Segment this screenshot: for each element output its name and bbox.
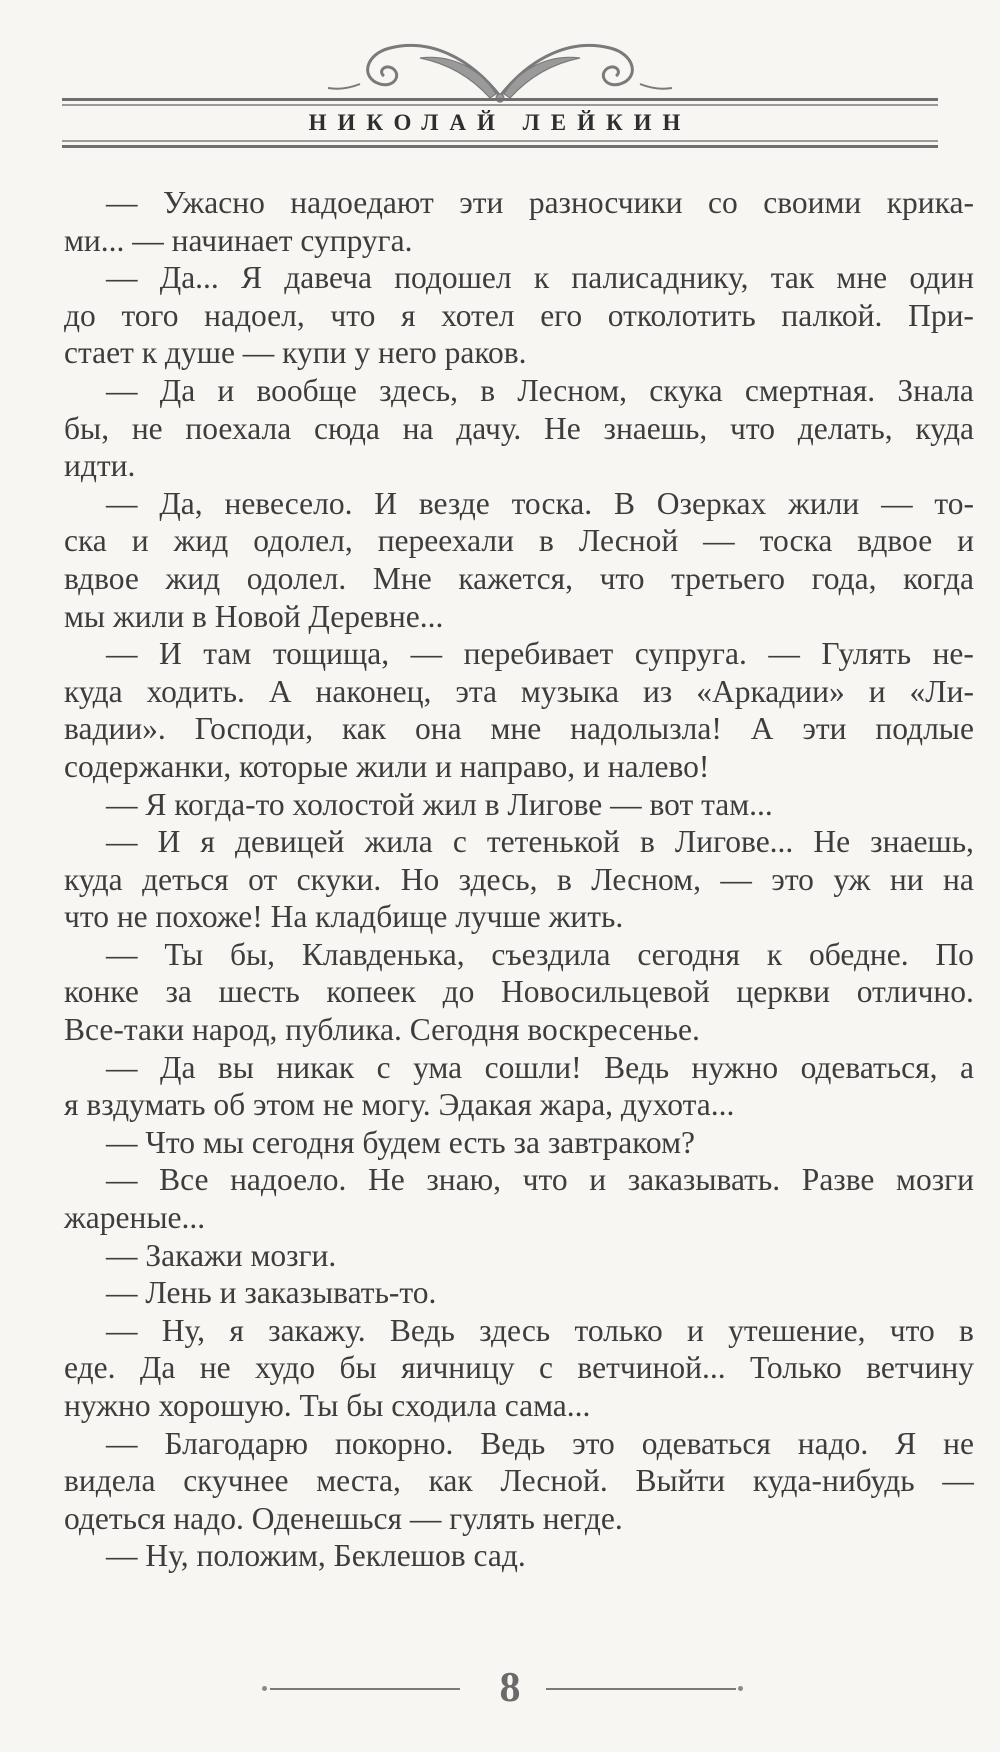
text-line: — Лень и заказывать-то. [106, 1275, 437, 1311]
header-rule-bottom [62, 145, 938, 148]
text-line: — Закажи мозги. [106, 1237, 337, 1273]
text-line: стает к душе — купи у него раков. [64, 335, 527, 371]
footer-dot-left [262, 1686, 267, 1691]
page-footer [0, 1660, 1000, 1710]
text-line: — Да и вообще здесь, в Лесном, скука смертная. Знала [106, 372, 974, 408]
text-line: ми... — начинает супруга. [64, 222, 413, 258]
text-line: — Благодарю покорно. Ведь это одеваться надо. Я не [106, 1425, 974, 1461]
text-line: видела скучнее места, как Лесной. Выйти куда-нибудь — [64, 1463, 974, 1499]
text-line: до того надоел, что я хотел его отколотить палкой. При- [64, 297, 974, 333]
text-line: — И я девицей жила с тетенькой в Лигове... Не знаешь, [106, 824, 974, 860]
footer-dot-right [738, 1686, 743, 1691]
footer-rule-right [546, 1688, 736, 1690]
text-line: — Ну, положим, Беклешов сад. [106, 1538, 526, 1574]
text-line: вадии». Господи, как она мне надолызла! А эти подлые [64, 711, 974, 747]
text-line: мы жили в Новой Деревне... [64, 598, 444, 634]
text-line: — Все надоело. Не знаю, что и заказывать. Разве мозги [106, 1162, 974, 1198]
text-line: — Я когда-то холостой жил в Лигове — вот там... [106, 786, 773, 822]
text-line: Все-таки народ, публика. Сегодня воскресенье. [64, 1012, 700, 1048]
text-line: бы, не поехала сюда на дачу. Не знаешь, что делать, куда [64, 410, 974, 446]
text-line: — Что мы сегодня будем есть за завтраком? [106, 1124, 695, 1160]
running-header-author: НИКОЛАЙ ЛЕЙКИН [308, 110, 692, 135]
header-rule-top [62, 98, 938, 101]
text-line: одеться надо. Оденешься — гулять негде. [64, 1500, 623, 1536]
text-line: — Ужасно надоедают эти разносчики со своими крика- [106, 185, 974, 220]
floral-scroll-ornament-icon [320, 18, 680, 118]
text-line: я вздумать об этом не могу. Эдакая жара, духота... [64, 1087, 735, 1123]
text-line: куда ходить. А наконец, эта музыка из «Аркадии» и «Ли- [64, 673, 974, 709]
text-line: — Да вы никак с ума сошли! Ведь нужно одеваться, а [106, 1049, 974, 1085]
text-line: — Да... Я давеча подошел к палисаднику, так мне один [106, 260, 974, 296]
text-line: идти. [64, 448, 136, 484]
footer-rule-left [270, 1688, 460, 1690]
text-line: — И там тощища, — перебивает супруга. — Гулять не- [106, 636, 974, 672]
text-line: содержанки, которые жили и направо, и налево! [64, 748, 710, 784]
header-rule-bottom-thin [62, 140, 938, 142]
header-rule-top-thin [62, 104, 938, 106]
text-line: — Да, невесело. И везде тоска. В Озерках жили — то- [106, 485, 974, 521]
text-line: еде. Да не худо бы яичницу с ветчиной... Только ветчину [64, 1350, 974, 1386]
text-line: жареные... [64, 1200, 206, 1236]
text-line: что не похоже! На кладбище лучше жить. [64, 899, 624, 935]
text-line: нужно хорошую. Ты бы сходила сама... [64, 1388, 591, 1423]
page-body-text [64, 184, 974, 1575]
text-line: вдвое жид одолел. Мне кажется, что третьего года, когда [64, 560, 974, 596]
page-number: 8 [499, 1665, 521, 1711]
text-line: — Ну, я закажу. Ведь здесь только и утешение, что в [106, 1312, 974, 1348]
text-line: конке за шесть копеек до Новосильцевой церкви отлично. [64, 974, 974, 1010]
text-line: ска и жид одолел, переехали в Лесной — тоска вдвое и [64, 523, 974, 559]
text-line: — Ты бы, Клавденька, съездила сегодня к обедне. По [106, 936, 974, 972]
text-line: куда деться от скуки. Но здесь, в Лесном, — это уж ни на [64, 861, 974, 897]
